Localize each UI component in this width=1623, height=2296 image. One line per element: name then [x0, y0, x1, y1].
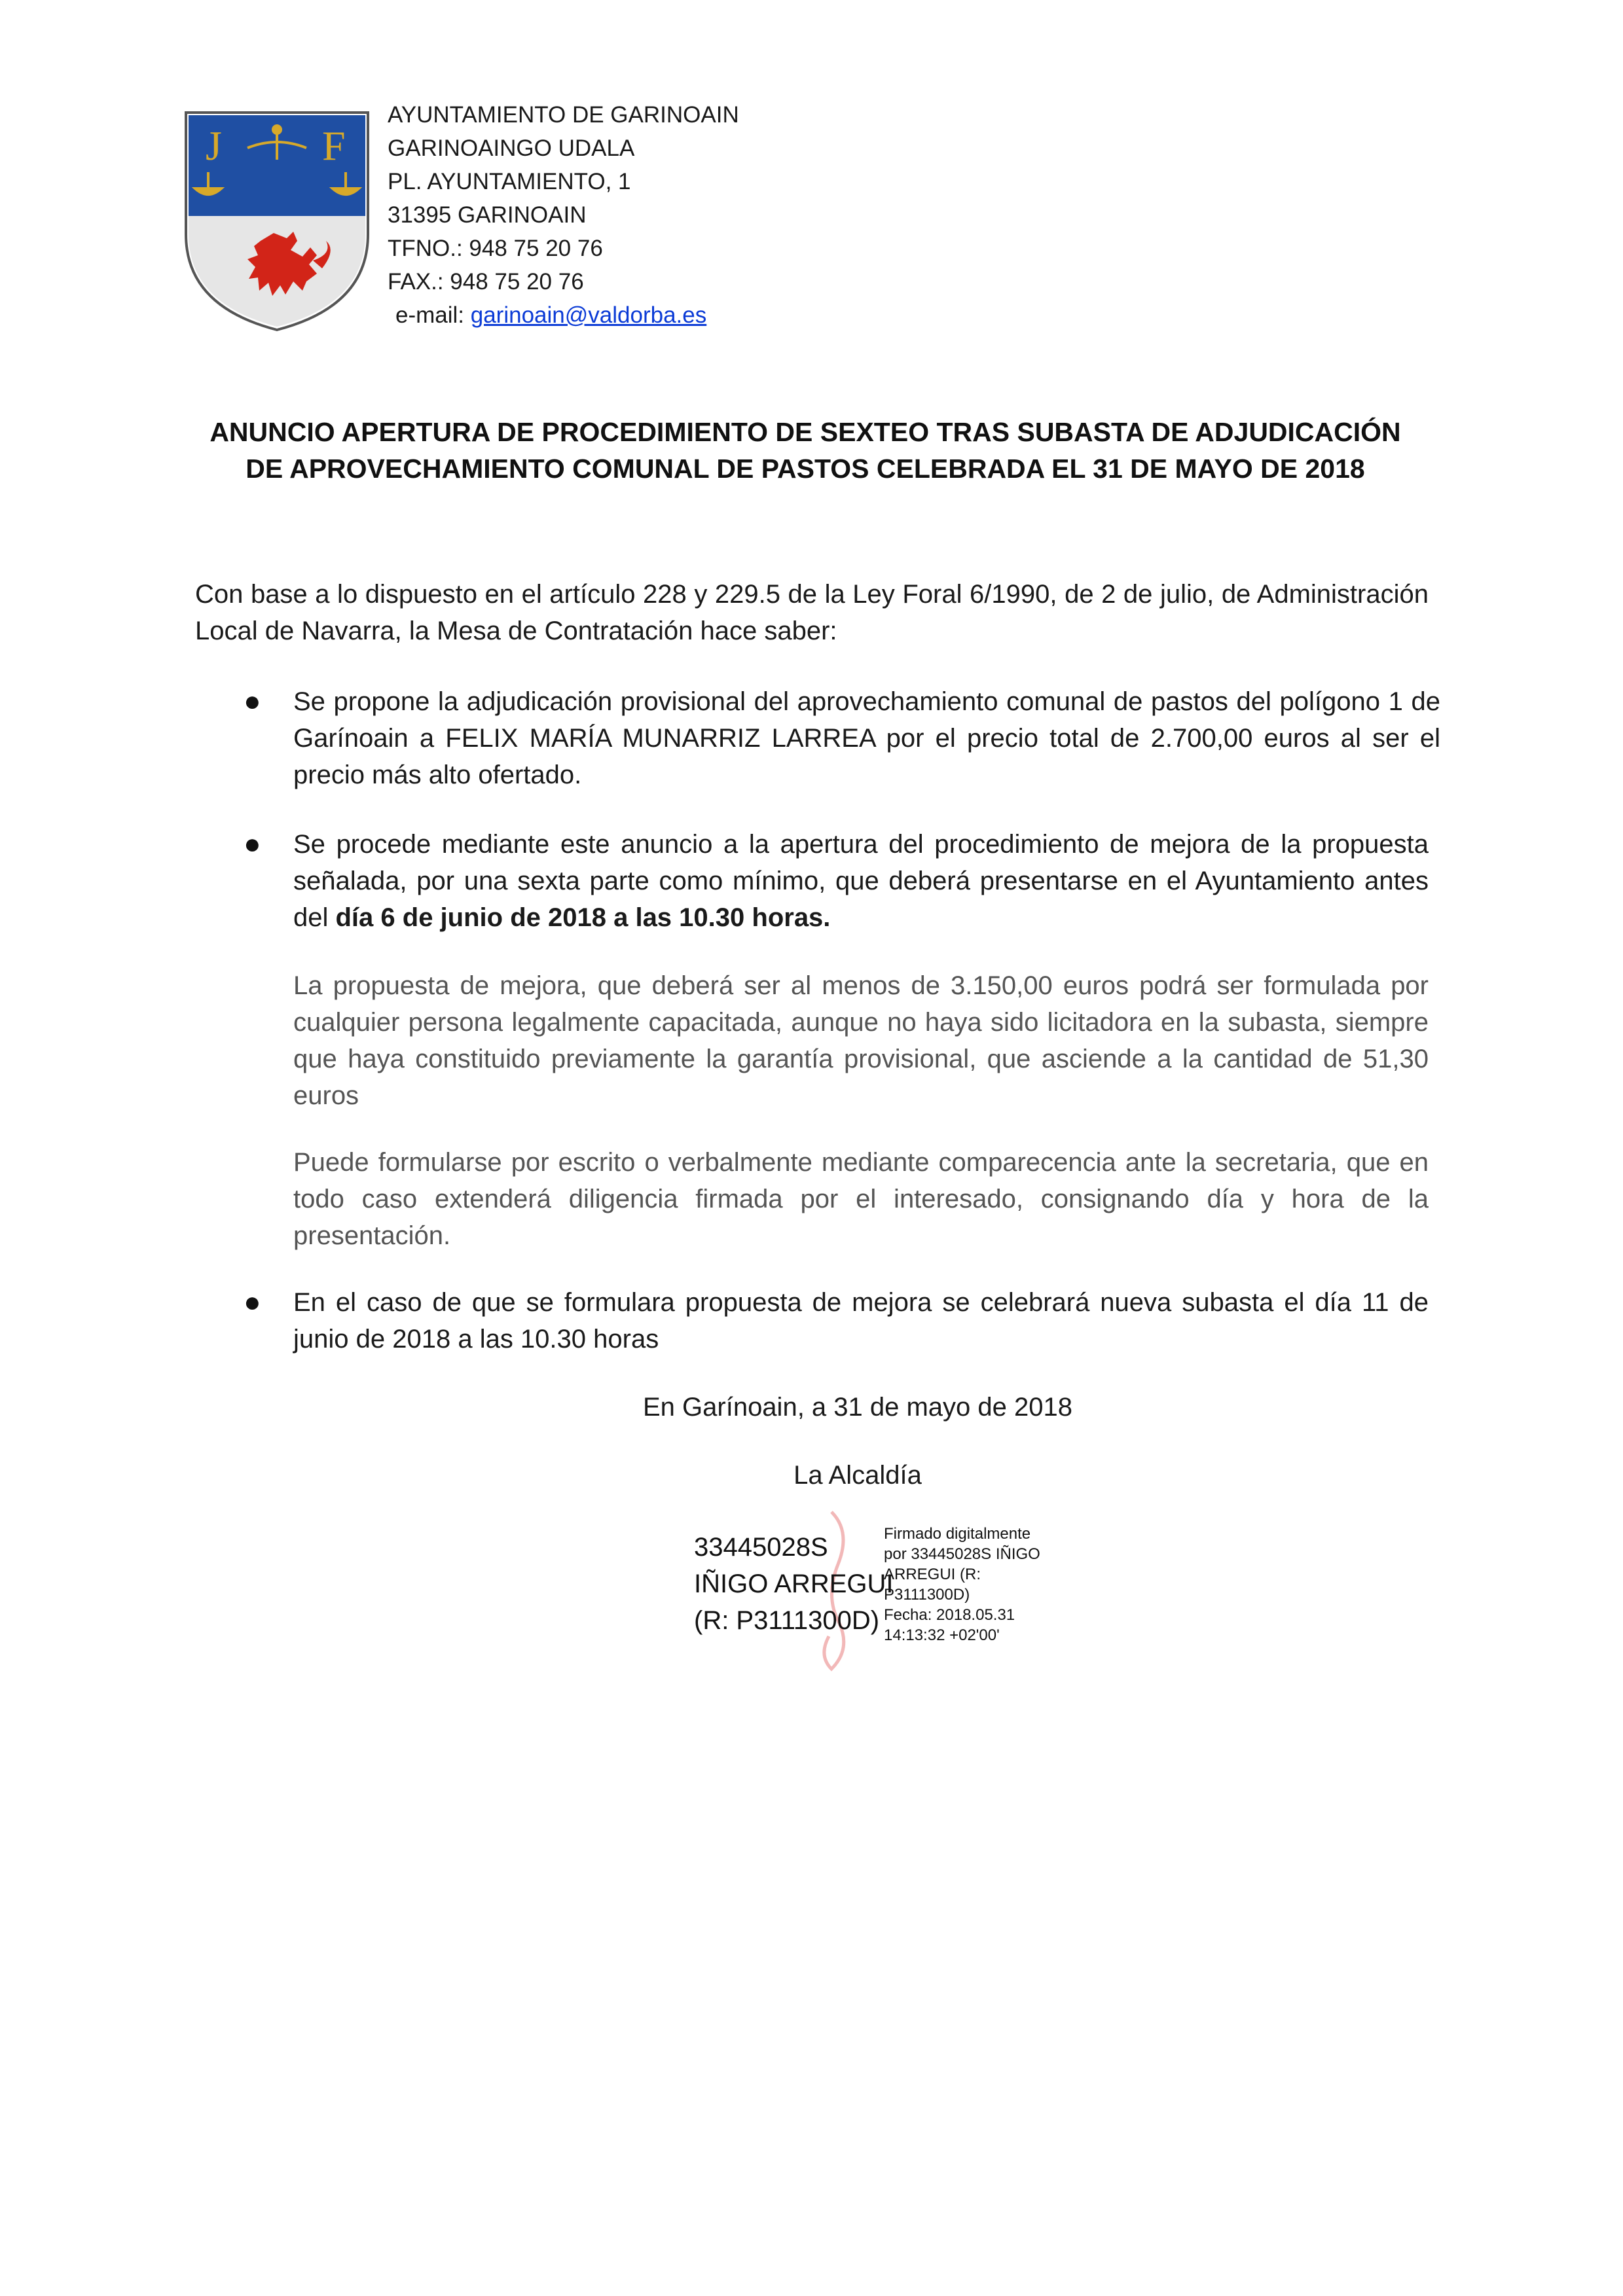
bullet-icon: ● [244, 828, 261, 860]
digital-signature-line: Firmado digitalmente [884, 1525, 1031, 1543]
digital-signature-block [884, 1524, 1040, 1645]
title-line-2: DE APROVECHAMIENTO COMUNAL DE PASTOS CELEBRADA EL 31 DE MAYO DE 2018 [246, 454, 1365, 484]
bullet-improvement-procedure [293, 826, 1429, 936]
signer-id: 33445028S [694, 1533, 828, 1562]
authority-label: La Alcaldía [793, 1461, 922, 1490]
email-label: e-mail: [395, 302, 471, 328]
digital-signature-line: P3111300D) [884, 1586, 970, 1604]
digital-signature-line: Fecha: 2018.05.31 [884, 1606, 1015, 1624]
address-line: PL. AYUNTAMIENTO, 1 [388, 169, 631, 194]
place-date: En Garínoain, a 31 de mayo de 2018 [642, 1393, 1072, 1422]
title-line-1: ANUNCIO APERTURA DE PROCEDIMIENTO DE SEXTEO TRAS SUBASTA DE ADJUDICACIÓN [210, 417, 1401, 447]
improvement-terms-paragraph: La propuesta de mejora, que deberá ser al menos de 3.150,00 euros podrá ser formulada por cualquier persona legalmente capacitada, aunque no haya sido licitadora en la subasta, siempre que haya constituido previamente la garantía provisional, que asciende a la cantidad de 51,30 euros [293, 971, 1429, 1110]
email-link[interactable]: garinoain@valdorba.es [470, 302, 707, 328]
fax-line: FAX.: 948 75 20 76 [388, 269, 584, 295]
intro-paragraph: Con base a lo dispuesto en el artículo 228 y 229.5 de la Ley Foral 6/1990, de 2 de julio, de Administración Local de Navarra, la Mesa de Contratación hace saber: [195, 580, 1429, 645]
address-line: 31395 GARINOAIN [388, 202, 587, 228]
phone-line: TFNO.: 948 75 20 76 [388, 236, 603, 261]
address-line: AYUNTAMIENTO DE GARINOAIN [388, 102, 739, 128]
bullet-icon: ● [244, 1286, 261, 1318]
bullet-adjudication: Se propone la adjudicación provisional del aprovechamiento comunal de pastos del polígono 1 de Garínoain a FELIX MARÍA MUNARRIZ LARREA por el precio total de 2.700,00 euros al ser el precio más alto ofertado. [293, 687, 1440, 789]
signer-name: IÑIGO ARREGUI [694, 1570, 894, 1598]
digital-signature-line: por 33445028S IÑIGO [884, 1545, 1040, 1563]
signer-name-block [694, 1529, 894, 1639]
digital-signature-line: 14:13:32 +02'00' [884, 1626, 1000, 1644]
municipality-address-block [388, 98, 739, 332]
crest-letter-f: F [322, 122, 346, 169]
submission-method-paragraph: Puede formularse por escrito o verbalmente mediante comparecencia ante la secretaria, que en todo caso extenderá diligencia firmada por el interesado, consignando día y hora de la presentación. [293, 1148, 1429, 1250]
coat-of-arms-icon [182, 110, 372, 332]
bullet-improvement-text: Se procede mediante este anuncio a la apertura del procedimiento de mejora de la propuesta señalada, por una sexta parte como mínimo, que deberá presentarse en el Ayuntamiento antes del [293, 830, 1429, 932]
digital-signature-line: ARREGUI (R: [884, 1566, 981, 1583]
signer-entity: (R: P3111300D) [694, 1606, 880, 1635]
bullet-new-auction: En el caso de que se formulara propuesta de mejora se celebrará nueva subasta el día 11 de junio de 2018 a las 10.30 horas [293, 1288, 1429, 1354]
document-title [164, 414, 1447, 487]
email-line [388, 298, 739, 332]
address-line: GARINOAINGO UDALA [388, 135, 635, 161]
deadline-text: día 6 de junio de 2018 a las 10.30 horas. [335, 903, 831, 932]
crest-letter-j: J [206, 122, 222, 169]
bullet-icon: ● [244, 685, 261, 717]
